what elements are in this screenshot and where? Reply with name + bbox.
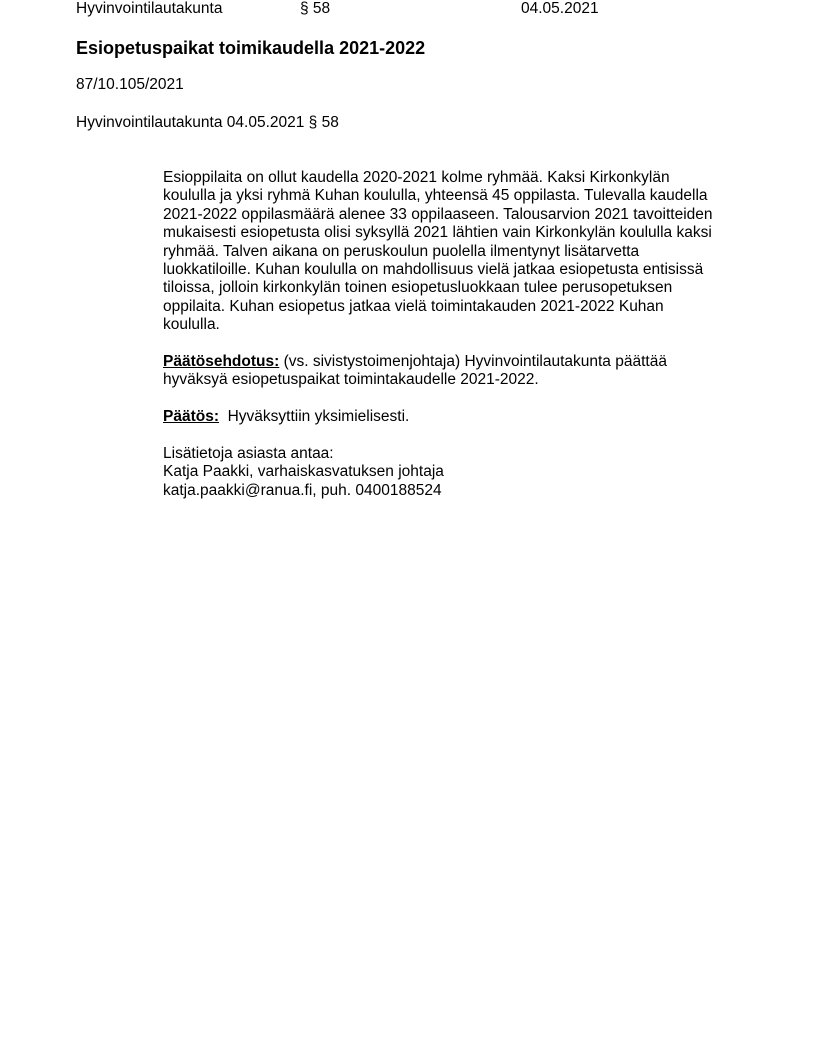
- proposal-line: [163, 353, 743, 371]
- proposal-line: hyväksyä esiopetuspaikat toimintakaudelle 2021-2022.: [163, 371, 539, 389]
- contact-person: Katja Paakki, varhaiskasvatuksen johtaja: [163, 463, 444, 481]
- contact-intro: Lisätietoja asiasta antaa:: [163, 445, 334, 463]
- header-date: 04.05.2021: [521, 0, 599, 17]
- decision-text: Hyväksyttiin yksimielisesti.: [219, 408, 410, 426]
- description-line: ryhmää. Talven aikana on peruskoulun puolella ilmentynyt lisätarvetta: [163, 242, 640, 260]
- decision-line: [163, 408, 743, 426]
- reference-number: 87/10.105/2021: [76, 76, 184, 93]
- proposal-paragraph: [163, 353, 743, 390]
- description-line: oppilaita. Kuhan esiopetus jatkaa vielä toimintakauden 2021-2022 Kuhan: [163, 297, 664, 315]
- contact-details: katja.paakki@ranua.fi, puh. 0400188524: [163, 481, 442, 499]
- description-line: 2021-2022 oppilasmäärä alenee 33 oppilaaseen. Talousarvion 2021 tavoitteiden: [163, 205, 713, 223]
- meeting-reference: Hyvinvointilautakunta 04.05.2021 § 58: [76, 114, 339, 131]
- description-line: Esioppilaita on ollut kaudella 2020-2021 kolme ryhmää. Kaksi Kirkonkylän: [163, 169, 670, 186]
- header-committee: Hyvinvointilautakunta: [76, 0, 223, 17]
- description-line: koululla ja yksi ryhmä Kuhan koululla, yhteensä 45 oppilasta. Tulevalla kaudella: [163, 187, 708, 205]
- decision-paragraph: [163, 408, 743, 426]
- description-line: koululla.: [163, 316, 220, 334]
- decision-label: Päätös:: [163, 408, 219, 426]
- contact-paragraph: [163, 445, 743, 500]
- header-section: § 58: [300, 0, 331, 17]
- description-line: mukaisesti esiopetusta olisi syksyllä 2021 lähtien vain Kirkonkylän koululla kaksi: [163, 224, 712, 242]
- description-paragraph: [163, 169, 743, 335]
- proposal-text: (vs. sivistystoimenjohtaja) Hyvinvointilautakunta päättää: [279, 353, 667, 371]
- description-line: tiloissa, jolloin kirkonkylän toinen esiopetusluokkaan tulee perusopetuksen: [163, 279, 673, 297]
- proposal-label: Päätösehdotus:: [163, 353, 280, 371]
- document-content: [163, 169, 743, 519]
- description-line: luokkatiloille. Kuhan koululla on mahdollisuus vielä jatkaa esiopetusta entisissä: [163, 261, 704, 279]
- document-title: Esiopetuspaikat toimikaudella 2021-2022: [76, 38, 426, 58]
